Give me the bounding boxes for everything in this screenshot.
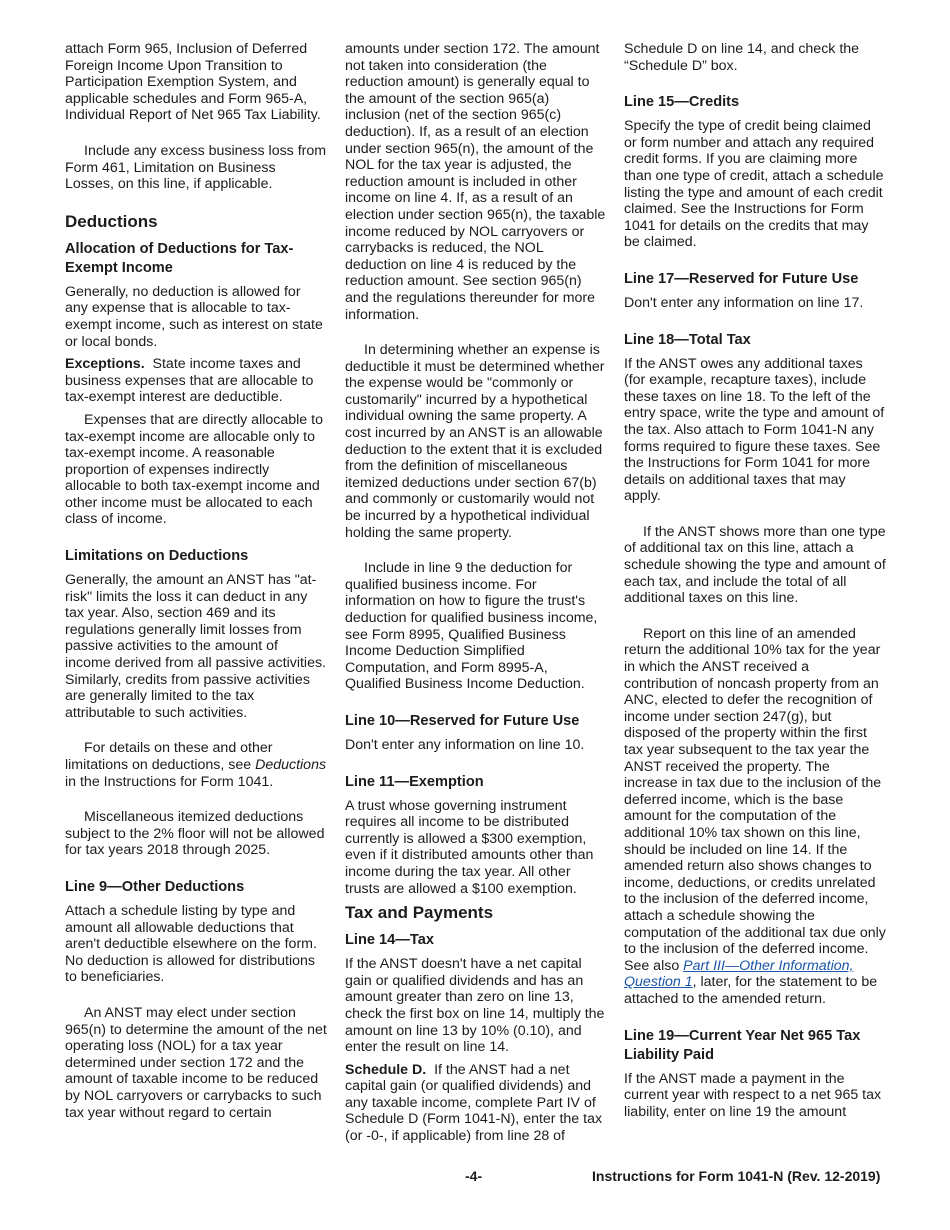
subheading-line9: Line 9—Other Deductions bbox=[65, 878, 245, 895]
text-run: , later, for the statement to be attached to the amended return. bbox=[624, 974, 878, 1007]
section-heading-deductions: Deductions bbox=[65, 211, 158, 231]
subheading-line14: Line 14—Tax bbox=[345, 932, 434, 949]
paragraph: A trust whose governing instrument requires all income to be distributed currently is allowed a $300 exemption, even if it distributed amounts other than income during the tax year. All other trusts are allowed a $100 exemption. bbox=[345, 797, 594, 897]
paragraph-schedule-d bbox=[345, 1062, 607, 1145]
exceptions-label: Exceptions. bbox=[65, 356, 145, 373]
paragraph: Expenses that are directly allocable to tax-exempt income are allocable only to tax-exempt income. A reasonable proportion of expenses indirectly allocable to both tax-exempt income and other income must be allocated to each class of income. bbox=[65, 411, 323, 528]
subheading-line18: Line 18—Total Tax bbox=[624, 331, 751, 348]
paragraph-exceptions bbox=[65, 356, 327, 406]
exceptions-text: State income taxes and business expenses that are allocable to tax-exempt interest are deductible. bbox=[65, 356, 314, 406]
italic-reference: Deductions bbox=[255, 757, 327, 773]
subheading-line15: Line 15—Credits bbox=[624, 94, 740, 111]
form-title-footer: Instructions for Form 1041-N (Rev. 12-2019) bbox=[592, 1168, 881, 1184]
column-3 bbox=[624, 41, 886, 1139]
paragraph-see-deductions bbox=[65, 740, 327, 790]
subheading-limitations: Limitations on Deductions bbox=[65, 548, 249, 565]
paragraph: Attach a schedule listing by type and amount all allowable deductions that aren't deductible elsewhere on the form. No deduction is allowed for distributions to beneficiaries. bbox=[65, 902, 317, 986]
paragraph: Miscellaneous itemized deductions subject to the 2% floor will not be allowed for tax years 2018 through 2025. bbox=[65, 809, 325, 859]
paragraph: Generally, the amount an ANST has "at-risk" limits the loss it can deduct in any tax year. Also, section 469 and its regulations generally limit losses from passive activities to the amount of income derived from all passive activities. Similarly, credits from passive activities are generally limited to the tax attributable to such activities. bbox=[65, 572, 326, 721]
part-iii-question-1-link[interactable]: Part III—Other Information, Question 1 bbox=[624, 957, 854, 991]
paragraph: If the ANST doesn't have a net capital gain or qualified dividends and has an amount greater than zero on line 13, check the first box on line 14, multiply the amount on line 13 by 10% (0.10), and enter the result on line 14. bbox=[345, 956, 605, 1056]
column-2 bbox=[345, 41, 607, 1164]
text-run: Report on this line of an amended return the additional 10% tax for the year in which the ANST received a contribution of noncash property from an ANC, elected to defer the recognition of income under section 247(g), but disposed of the property within the first tax year subsequent to the tax year the ANST received the property. The increase in tax due to the inclusion of the deferred income, which is the base amount for the computation of the additional 10% tax shown on this line, should be included on line 14. If the amended return also shows changes to income, deductions, or credits unrelated to the inclusion of the deferred income, attach a schedule showing the computation of the additional tax due only to the inclusion of the deferred income. See also bbox=[624, 625, 886, 974]
paragraph: amounts under section 172. The amount not taken into consideration (the reduction amount) is generally equal to the amount of the section 965(a) inclusion (net of the section 965(c) deduction). If, as a result of an election under section 965(n), the amount of the NOL for the tax year is adjusted, the reduction amount is included in other income on line 4. If, as a result of an election under section 965(n), the taxable income reduced by NOL carryovers or carrybacks is reduced, the NOL deduction on line 4 is reduced by the reduction amount. See section 965(n) and the regulations thereunder for more information. bbox=[345, 41, 606, 323]
page-number: -4- bbox=[465, 1168, 483, 1184]
subheading-line19: Line 19—Current Year Net 965 Tax Liability Paid bbox=[624, 1027, 861, 1063]
section-heading-tax-payments: Tax and Payments bbox=[345, 903, 494, 923]
paragraph: If the ANST owes any additional taxes (for example, recapture taxes), include these taxes on line 18. To the left of the entry space, write the type and amount of the tax. Also attach to Form 1041-N any forms required to figure these taxes. See the Instructions for Form 1041 for more details on additional taxes that may apply. bbox=[624, 355, 885, 505]
paragraph: Schedule D on line 14, and check the “Schedule D” box. bbox=[624, 41, 860, 74]
text-run: For details on these and other limitations on deductions, see bbox=[65, 740, 273, 773]
column-1 bbox=[65, 41, 327, 1140]
subheading-line17: Line 17—Reserved for Future Use bbox=[624, 270, 859, 287]
paragraph: Don't enter any information on line 17. bbox=[624, 294, 864, 311]
schedule-d-label: Schedule D. bbox=[345, 1061, 427, 1078]
paragraph: An ANST may elect under section 965(n) to determine the amount of the net operating loss (NOL) for a tax year determined under section 172 and the amount of taxable income to be reduced by NOL carryovers or carrybacks to such tax year without regard to certain bbox=[65, 1004, 327, 1121]
paragraph: Include in line 9 the deduction for qualified business income. For information on how to figure the trust's deduction for qualified business income, see Form 8995, Qualified Business Income Deduction Simplified Computation, and Form 8995-A, Qualified Business Income Deduction. bbox=[345, 560, 598, 693]
schedule-d-text: If the ANST had a net capital gain (or qualified dividends) and any taxable income, complete Part IV of Schedule D (Form 1041-N), enter the tax (or -0-, if applicable) from line 28 of bbox=[345, 1061, 603, 1145]
text-run: in the Instructions for Form 1041. bbox=[65, 773, 274, 790]
paragraph: Don't enter any information on line 10. bbox=[345, 736, 585, 753]
subheading-line11: Line 11—Exemption bbox=[345, 773, 484, 790]
paragraph: In determining whether an expense is deductible it must be determined whether the expense would be "commonly or customarily" incurred by a hypothetical individual owning the same property. A cost incurred by an ANST is an allowable deduction to the extent that it is excluded from the definition of miscellaneous itemized deductions under section 67(b) and commonly or customarily would not be incurred by a hypothetical individual holding the same property. bbox=[345, 342, 605, 541]
paragraph: Include any excess business loss from Form 461, Limitation on Business Losses, on this line, if applicable. bbox=[65, 142, 327, 193]
subheading-line10: Line 10—Reserved for Future Use bbox=[345, 712, 580, 729]
paragraph-amended-return bbox=[624, 626, 886, 1008]
paragraph: attach Form 965, Inclusion of Deferred Foreign Income Upon Transition to Participation Exemption System, and applicable schedules and Form 965-A, Individual Report of Net 965 Tax Liability. bbox=[65, 41, 321, 124]
paragraph: If the ANST made a payment in the current year with respect to a net 965 tax liability, enter on line 19 the amount bbox=[624, 1070, 882, 1120]
paragraph: Specify the type of credit being claimed or form number and attach any required credit forms. If you are claiming more than one type of credit, attach a schedule listing the type and amount of each credit claimed. See the Instructions for Form 1041 for details on the credits that may be claimed. bbox=[624, 118, 884, 251]
paragraph: If the ANST shows more than one type of additional tax on this line, attach a schedule showing the type and amount of each tax, and include the total of all additional taxes on this line. bbox=[624, 523, 886, 607]
paragraph: Generally, no deduction is allowed for any expense that is allocable to tax-exempt income, such as interest on state or local bonds. bbox=[65, 283, 323, 350]
subheading-allocation: Allocation of Deductions for Tax-Exempt Income bbox=[65, 240, 294, 276]
